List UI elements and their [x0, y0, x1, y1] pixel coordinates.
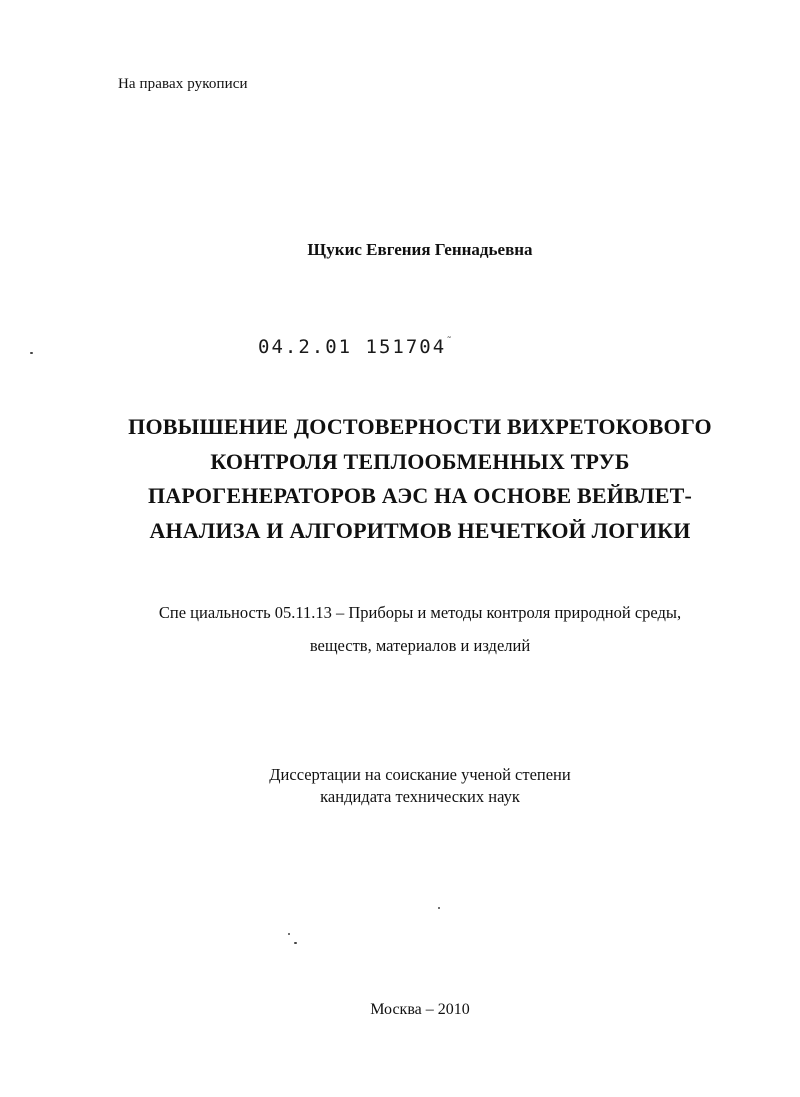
scan-speck [288, 933, 290, 935]
scan-speck [438, 907, 440, 909]
library-stamp [258, 336, 452, 358]
title-line: КОНТРОЛЯ ТЕПЛООБМЕННЫХ ТРУБ [210, 448, 630, 474]
scan-speck [30, 352, 33, 354]
title-line: ПАРОГЕНЕРАТОРОВ АЭС НА ОСНОВЕ ВЕЙВЛЕТ- [147, 483, 692, 508]
scan-speck [294, 942, 297, 944]
specialty-line: Спе циальность 05.11.13 – Приборы и методы контроля природной среды, [158, 603, 682, 622]
specialty-line: веществ, материалов и изделий [309, 636, 531, 655]
title-line: АНАЛИЗА И АЛГОРИТМОВ НЕЧЕТКОЙ ЛОГИКИ [149, 517, 691, 543]
author-name: Щукис Евгения Геннадьевна [307, 240, 533, 259]
stamp-code: 04.2.01 151704 [258, 336, 447, 358]
rights-note: На правах рукописи [118, 76, 248, 92]
degree-line: Диссертации на соискание ученой степени [269, 765, 571, 784]
title-line: ПОВЫШЕНИЕ ДОСТОВЕРНОСТИ ВИХРЕТОКОВОГО [128, 414, 712, 439]
degree-block [100, 764, 740, 808]
specialty-block [100, 596, 740, 662]
degree-line: кандидата технических наук [320, 787, 520, 806]
city-year: Москва – 2010 [370, 1001, 470, 1018]
stamp-mark: ˜ [446, 336, 453, 347]
dissertation-title [100, 410, 740, 548]
